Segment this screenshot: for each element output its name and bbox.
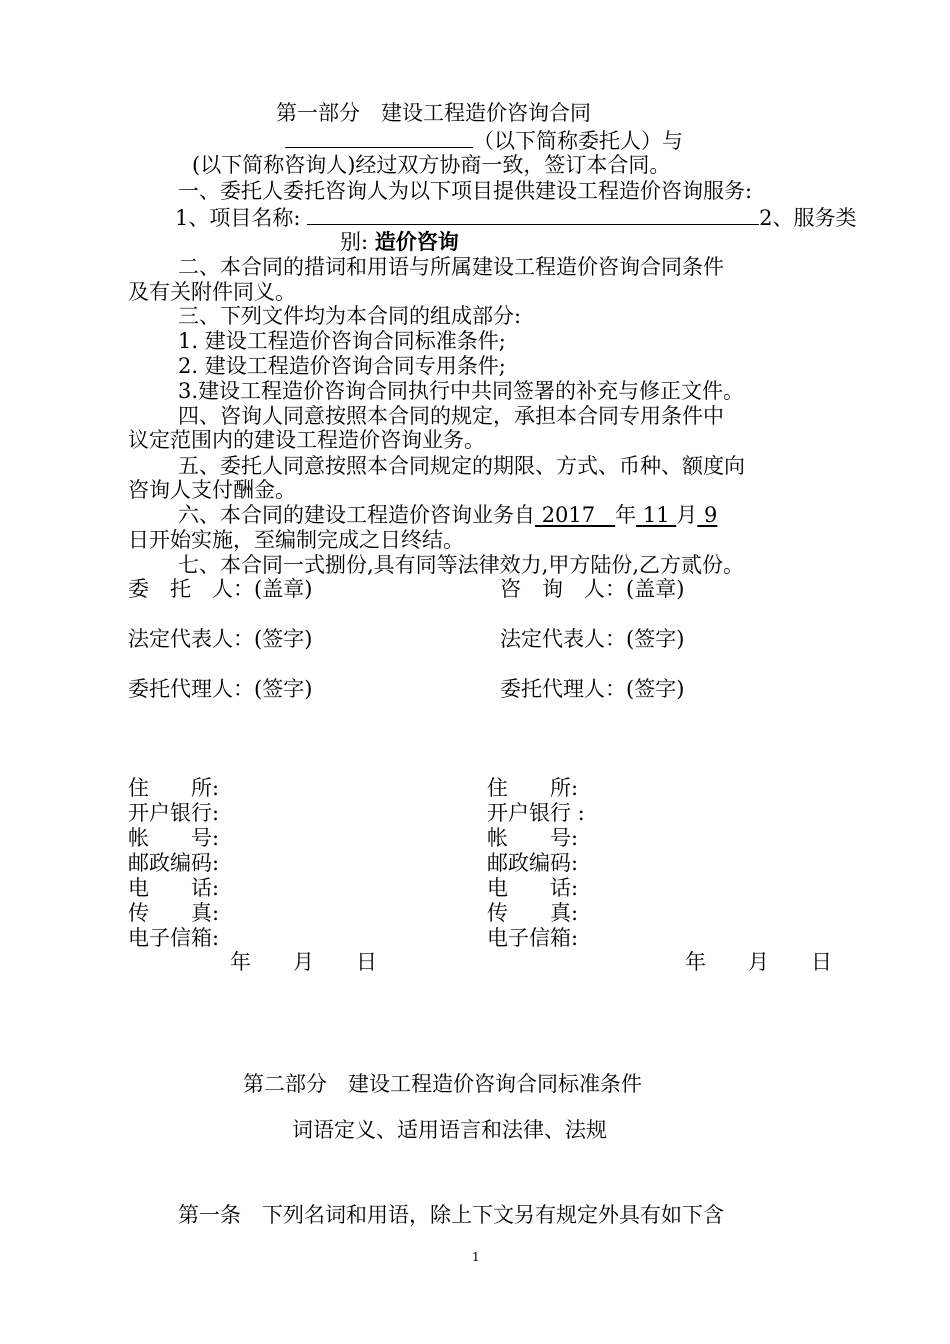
info-left-postcode: 邮政编码: xyxy=(128,851,220,875)
info-right-postcode: 邮政编码: xyxy=(487,851,579,875)
clause-4-line-2: 议定范围内的建设工程造价咨询业务。 xyxy=(128,428,485,452)
page-number: 1 xyxy=(472,1250,480,1264)
clause-2-line-1: 二、本合同的措词和用语与所属建设工程造价咨询合同条件 xyxy=(178,255,724,279)
consultant-signature: 咨 询 人：(盖章) xyxy=(500,577,685,601)
clause-6-line-2: 日开始实施，至编制完成之日终结。 xyxy=(128,528,464,552)
consultant-line: (以下简称咨询人)经过双方协商一致，签订本合同。 xyxy=(192,153,671,177)
client-name-blank[interactable] xyxy=(285,127,473,148)
date-left: 年 月 日 xyxy=(230,950,377,974)
agent-left: 委托代理人：(签字) xyxy=(128,677,313,701)
doc-item-1: 1. 建设工程造价咨询合同标准条件; xyxy=(178,329,506,353)
clause-5-line-2: 咨询人支付酬金。 xyxy=(128,478,296,502)
clause-7: 七、本合同一式捌份,具有同等法律效力,甲方陆份,乙方贰份。 xyxy=(178,553,745,577)
info-right-account: 帐 号: xyxy=(487,826,579,850)
project-name-line xyxy=(175,204,857,231)
clause-1: 一、委托人委托咨询人为以下项目提供建设工程造价咨询服务: xyxy=(178,179,753,203)
clause-6-line-1 xyxy=(178,503,717,528)
info-left-phone: 电 话: xyxy=(128,876,220,900)
clause-4-line-1: 四、咨询人同意按照本合同的规定，承担本合同专用条件中 xyxy=(178,404,724,428)
info-left-fax: 传 真: xyxy=(128,901,220,925)
info-right-email: 电子信箱: xyxy=(487,926,579,950)
clause-6-prefix: 六、本合同的建设工程造价咨询业务自 xyxy=(178,503,535,527)
start-month[interactable]: 11 xyxy=(642,503,670,527)
article-1: 第一条 下列名词和用语，除上下文另有规定外具有如下含 xyxy=(178,1203,724,1227)
part2-title: 第二部分 建设工程造价咨询合同标准条件 xyxy=(243,1072,642,1096)
info-left-address: 住 所: xyxy=(128,776,220,800)
doc-item-2: 2. 建设工程造价咨询合同专用条件; xyxy=(178,354,506,378)
start-day[interactable]: 9 xyxy=(703,503,718,527)
info-right-phone: 电 话: xyxy=(487,876,579,900)
month-unit: 月 xyxy=(676,503,698,527)
client-signature: 委 托 人：(盖章) xyxy=(128,577,313,601)
info-left-email: 电子信箱: xyxy=(128,926,220,950)
info-right-address: 住 所: xyxy=(487,776,579,800)
legal-rep-right: 法定代表人：(签字) xyxy=(500,627,685,651)
service-type-label: 2、服务类 xyxy=(759,206,857,230)
legal-rep-left: 法定代表人：(签字) xyxy=(128,627,313,651)
part2-subtitle: 词语定义、适用语言和法律、法规 xyxy=(292,1118,607,1142)
service-type-value: 造价咨询 xyxy=(374,229,459,254)
part1-title: 第一部分 建设工程造价咨询合同 xyxy=(276,101,591,125)
project-name-label: 1、项目名称: xyxy=(175,206,301,230)
info-left-bank: 开户银行: xyxy=(128,801,220,825)
info-right-fax: 传 真: xyxy=(487,901,579,925)
service-type-line xyxy=(340,229,459,255)
info-right-bank: 开户银行 : xyxy=(487,801,585,825)
client-line xyxy=(285,127,683,154)
clause-5-line-1: 五、委托人同意按照本合同规定的期限、方式、币种、额度向 xyxy=(178,454,745,478)
year-unit: 年 xyxy=(615,503,637,527)
project-name-blank[interactable] xyxy=(307,204,759,225)
agent-right: 委托代理人：(签字) xyxy=(500,677,685,701)
info-left-account: 帐 号: xyxy=(128,826,220,850)
client-suffix: （以下简称委托人）与 xyxy=(473,129,683,153)
start-year[interactable]: 2017 xyxy=(541,503,596,527)
clause-3: 三、下列文件均为本合同的组成部分: xyxy=(178,304,522,328)
service-type-label-cont: 别: xyxy=(340,230,369,254)
date-right: 年 月 日 xyxy=(685,950,832,974)
doc-item-3: 3.建设工程造价咨询合同执行中共同签署的补充与修正文件。 xyxy=(178,379,745,403)
clause-2-line-2: 及有关附件同义。 xyxy=(128,280,296,304)
